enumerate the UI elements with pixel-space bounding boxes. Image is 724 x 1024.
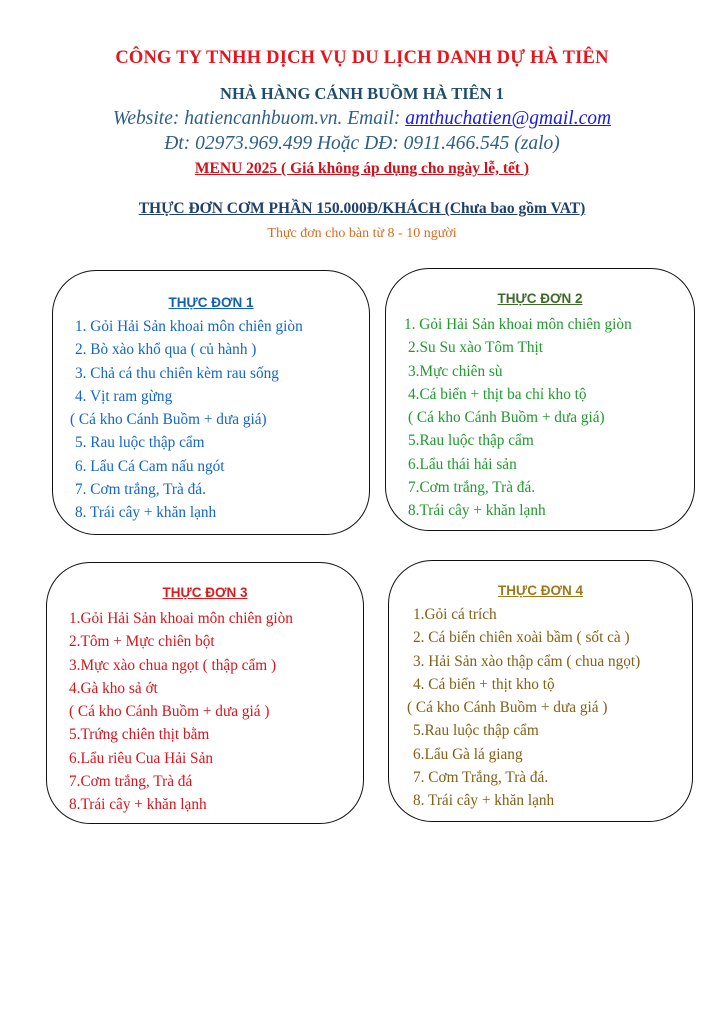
menu-item: 7.Cơm trắng, Trà đá. xyxy=(408,479,536,497)
menu-note: Thực đơn cho bàn từ 8 - 10 người xyxy=(267,226,457,241)
menu-item: 4.Gà kho sả ớt xyxy=(69,679,158,697)
menu-card-title: THỰC ĐƠN 2 xyxy=(497,291,583,306)
menu-year-heading: MENU 2025 ( Giá không áp dụng cho ngày lễ, tết ) xyxy=(194,160,530,177)
phone-line: Đt: 02973.969.499 Hoặc DĐ: 0911.466.545 (zalo) xyxy=(164,133,560,154)
menu-item: 3.Mực chiên sù xyxy=(408,362,503,380)
menu-item: 2. Bò xào khổ qua ( củ hành ) xyxy=(75,341,257,359)
menu-item: 5.Trứng chiên thịt bằm xyxy=(69,726,210,744)
menu-item: 5.Rau luộc thập cẩm xyxy=(413,722,539,740)
menu-item: ( Cá kho Cánh Buồm + dưa giá ) xyxy=(69,703,270,721)
menu-card-title: THỰC ĐƠN 3 xyxy=(162,585,248,600)
menu-price-title: THỰC ĐƠN CƠM PHẦN 150.000Đ/KHÁCH (Chưa bao gồm VAT) xyxy=(138,200,586,217)
email-link[interactable]: amthuchatien@gmail.com xyxy=(405,108,612,129)
menu-item: 7. Cơm trắng, Trà đá. xyxy=(75,481,206,499)
menu-card-4 xyxy=(388,560,693,822)
menu-item: 2.Tôm + Mực chiên bột xyxy=(69,633,215,651)
menu-item: 2.Su Su xào Tôm Thịt xyxy=(408,339,543,357)
menu-item-list xyxy=(404,313,632,523)
menu-item: 5. Rau luộc thập cẩm xyxy=(75,434,205,452)
menu-item: 1.Gỏi Hải Sản khoai môn chiên giòn xyxy=(69,610,293,627)
company-name: CÔNG TY TNHH DỊCH VỤ DU LỊCH DANH DỰ HÀ TIÊN xyxy=(115,48,609,68)
website-line xyxy=(0,108,724,130)
menu-card-title: THỰC ĐƠN 4 xyxy=(498,583,583,598)
menu-item: 8.Trái cây + khăn lạnh xyxy=(69,796,207,814)
menu-item: 4. Vịt ram gừng xyxy=(75,387,173,405)
menu-item: ( Cá kho Cánh Buồm + dưa giá) xyxy=(408,409,605,427)
menu-item: 8. Trái cây + khăn lạnh xyxy=(75,504,217,522)
menu-item: 3. Chả cá thu chiên kèm rau sống xyxy=(75,364,279,382)
menu-card-2 xyxy=(385,268,695,531)
restaurant-name: NHÀ HÀNG CÁNH BUỒM HÀ TIÊN 1 xyxy=(220,84,504,103)
menu-item: 1.Gỏi cá trích xyxy=(413,606,497,623)
menu-item: 1. Gỏi Hải Sản khoai môn chiên giòn xyxy=(404,316,632,333)
menu-item: ( Cá kho Cánh Buồm + dưa giá ) xyxy=(407,699,608,717)
menu-item: 7. Cơm Trắng, Trà đá. xyxy=(413,769,549,787)
menu-item: 4. Cá biển + thịt kho tộ xyxy=(413,675,555,693)
menu-item-list xyxy=(407,603,641,813)
menu-item: 4.Cá biển + thịt ba chỉ kho tộ xyxy=(408,385,587,403)
menu-item: 6.Lẩu riêu Cua Hải Sản xyxy=(69,749,214,767)
menu-item: 6.Lẩu Gà lá giang xyxy=(413,745,523,763)
menu-item: 6.Lẩu thái hải sản xyxy=(408,455,517,473)
website-text: Website: hatiencanhbuom.vn. Email: xyxy=(112,108,406,129)
menu-item: 3.Mực xào chua ngọt ( thập cẩm ) xyxy=(69,656,277,674)
menu-item: 2. Cá biển chiên xoài bầm ( sốt cà ) xyxy=(413,629,630,647)
menu-item: 1. Gỏi Hải Sản khoai môn chiên giòn xyxy=(75,318,303,335)
menu-item: ( Cá kho Cánh Buồm + dưa giá) xyxy=(70,411,267,429)
menu-card-1 xyxy=(52,270,370,535)
menu-card-3 xyxy=(46,562,364,824)
menu-card-title: THỰC ĐƠN 1 xyxy=(168,295,254,310)
menu-item: 7.Cơm trắng, Trà đá xyxy=(69,773,193,791)
menu-item: 5.Rau luộc thập cẩm xyxy=(408,432,534,450)
menu-item: 8. Trái cây + khăn lạnh xyxy=(413,792,555,810)
menu-item: 8.Trái cây + khăn lạnh xyxy=(408,502,546,520)
menu-item: 3. Hải Sản xào thập cẩm ( chua ngọt) xyxy=(413,652,641,670)
menu-item-list xyxy=(69,607,293,817)
menu-item: 6. Lẩu Cá Cam nấu ngót xyxy=(75,457,225,475)
menu-item-list xyxy=(70,315,303,525)
